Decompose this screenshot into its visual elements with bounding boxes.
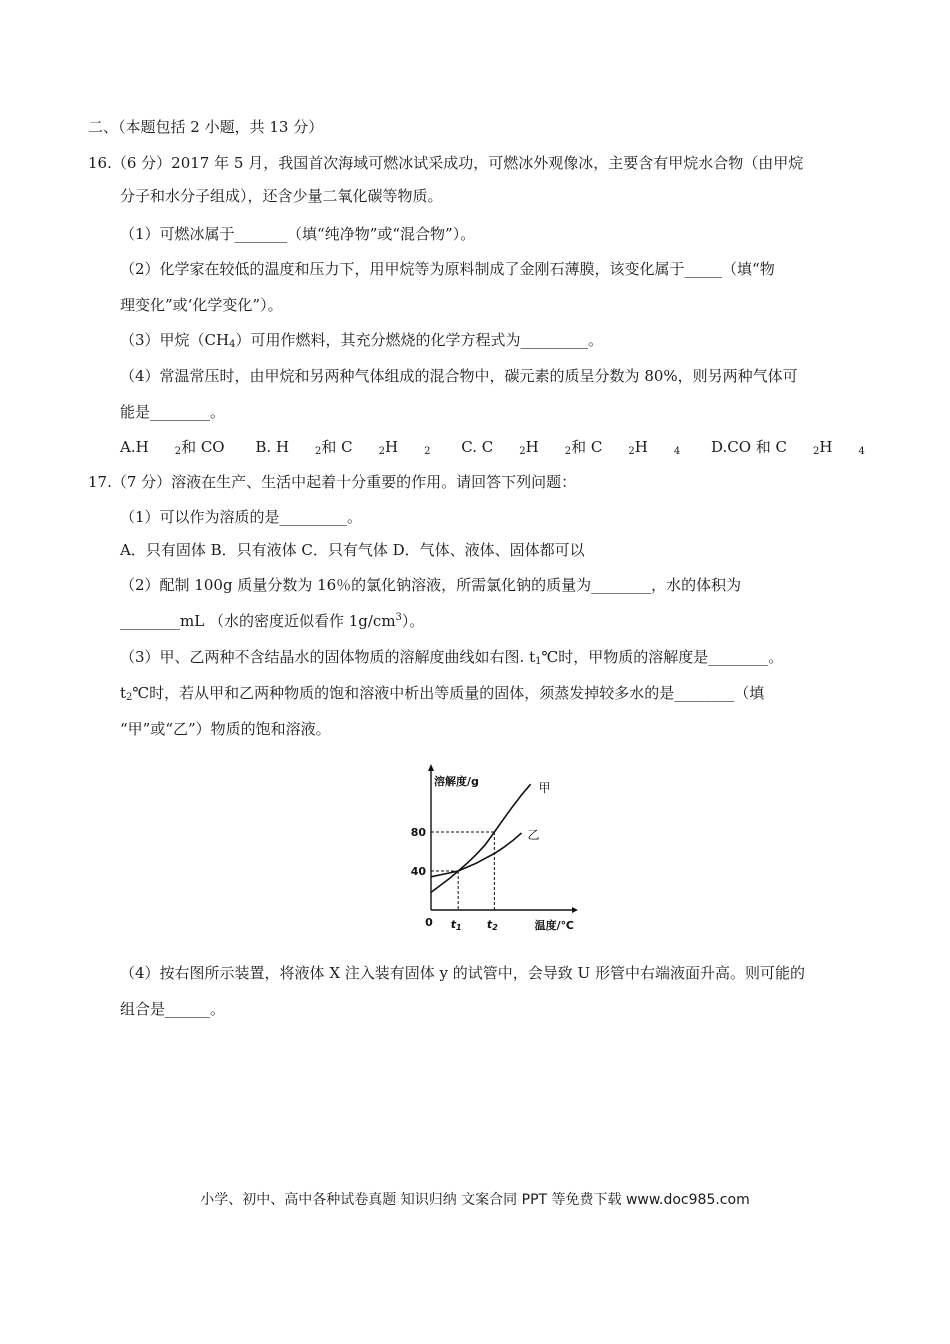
q16-part1: （1）可燃冰属于_______（填“纯净物”或“混合物”）。 <box>120 225 476 243</box>
q16-line1: 16.（6 分）2017 年 5 月，我国首次海域可燃冰试采成功，可燃冰外观像冰，主要含有甲烷水合物（由甲烷 <box>88 154 804 172</box>
solubility-chart-svg <box>408 760 580 938</box>
series-label-jia: 甲 <box>538 781 551 796</box>
x-axis-label: 温度/℃ <box>534 919 574 932</box>
q17-part2b-post: ）。 <box>401 612 425 630</box>
q17-part3a-pre: （3）甲、乙两种不含结晶水的固体物质的溶解度曲线如右图. t <box>120 648 536 666</box>
q16-part3-pre: （3）甲烷（CH <box>120 331 230 349</box>
solubility-chart <box>408 760 580 938</box>
q17-part2b-sup: 3 <box>395 612 402 623</box>
q16-part3-sub: 4 <box>229 339 236 350</box>
q17-part3b-sub: 2 <box>126 692 133 703</box>
q17-part2b <box>120 611 424 631</box>
q16-option-d: D.CO 和 C $_2$H $_4$ <box>710 438 865 457</box>
y-axis-label: 溶解度/g <box>434 775 479 788</box>
q17-part4b: 组合是______。 <box>120 1000 226 1018</box>
page-footer: 小学、初中、高中各种试卷真题 知识归纳 文案合同 PPT 等免费下载 www.doc985.com <box>200 1192 750 1208</box>
q17-part3b-pre: t <box>120 684 127 702</box>
q17-part2b-pre: ________mL （水的密度近似看作 1g/cm <box>120 612 396 630</box>
q16-part2b: 理变化”或‘化学变化”）。 <box>120 296 283 314</box>
q17-line1: 17.（7 分）溶液在生产、生活中起着十分重要的作用。请回答下列问题： <box>88 473 577 491</box>
q16-part3-post: ）可用作燃料，其充分燃烧的化学方程式为_________。 <box>235 331 603 349</box>
q16-option-b: B. H $_2$和 C $_2$H $_2$ <box>255 438 431 457</box>
y-tick-label-80: 80 <box>410 826 426 839</box>
q17-part3a <box>120 647 783 667</box>
q17-part1: （1）可以作为溶质的是_________。 <box>120 508 363 526</box>
q16-part3 <box>120 330 603 350</box>
q16-option-a: A.H $_2$和 CO <box>120 438 225 457</box>
q16-option-c: C. C $_2$H $_2$和 C $_2$H $_4$ <box>461 438 681 457</box>
origin-label: 0 <box>425 916 433 929</box>
x-tick-label-t2: t2 <box>486 918 498 932</box>
q16-options <box>120 437 865 457</box>
q17-part3b <box>120 683 764 703</box>
series-label-yi: 乙 <box>527 827 540 842</box>
x-axis-arrow <box>572 907 578 913</box>
q17-part3b-post: ℃时，若从甲和乙两种物质的饱和溶液中析出等质量的固体，须蒸发掉较多水的是________（填 <box>132 684 765 702</box>
q17-part4a: （4）按右图所示装置，将液体 X 注入装有固体 y 的试管中，会导致 U 形管中右端液面升高。则可能的 <box>120 964 805 982</box>
section-heading: 二、（本题包括 2 小题，共 13 分） <box>88 118 324 136</box>
y-axis-arrow <box>428 764 434 771</box>
q17-part1-options: A．只有固体 B．只有液体 C．只有气体 D．气体、液体、固体都可以 <box>120 541 585 559</box>
q16-line2: 分子和水分子组成），还含少量二氧化碳等物质。 <box>120 187 443 205</box>
q16-part2a: （2）化学家在较低的温度和压力下，用甲烷等为原料制成了金刚石薄膜，该变化属于_____（填“物 <box>120 260 775 278</box>
y-tick-label-40: 40 <box>410 865 426 878</box>
q17-part3a-post: ℃时，甲物质的溶解度是________。 <box>541 648 784 666</box>
q17-part2a: （2）配制 100g 质量分数为 16％的氯化钠溶液，所需氯化钠的质量为________，水的体积为 <box>120 576 742 594</box>
x-tick-label-t1: t1 <box>450 918 462 932</box>
q17-part3c: “甲”或“乙”）物质的饱和溶液。 <box>120 720 331 738</box>
q17-part3a-sub: 1 <box>535 656 542 667</box>
q16-part4a: （4）常温常压时，由甲烷和另两种气体组成的混合物中，碳元素的质呈分数为 80%，则另两种气体可 <box>120 367 798 385</box>
q16-part4b: 能是________。 <box>120 403 226 421</box>
